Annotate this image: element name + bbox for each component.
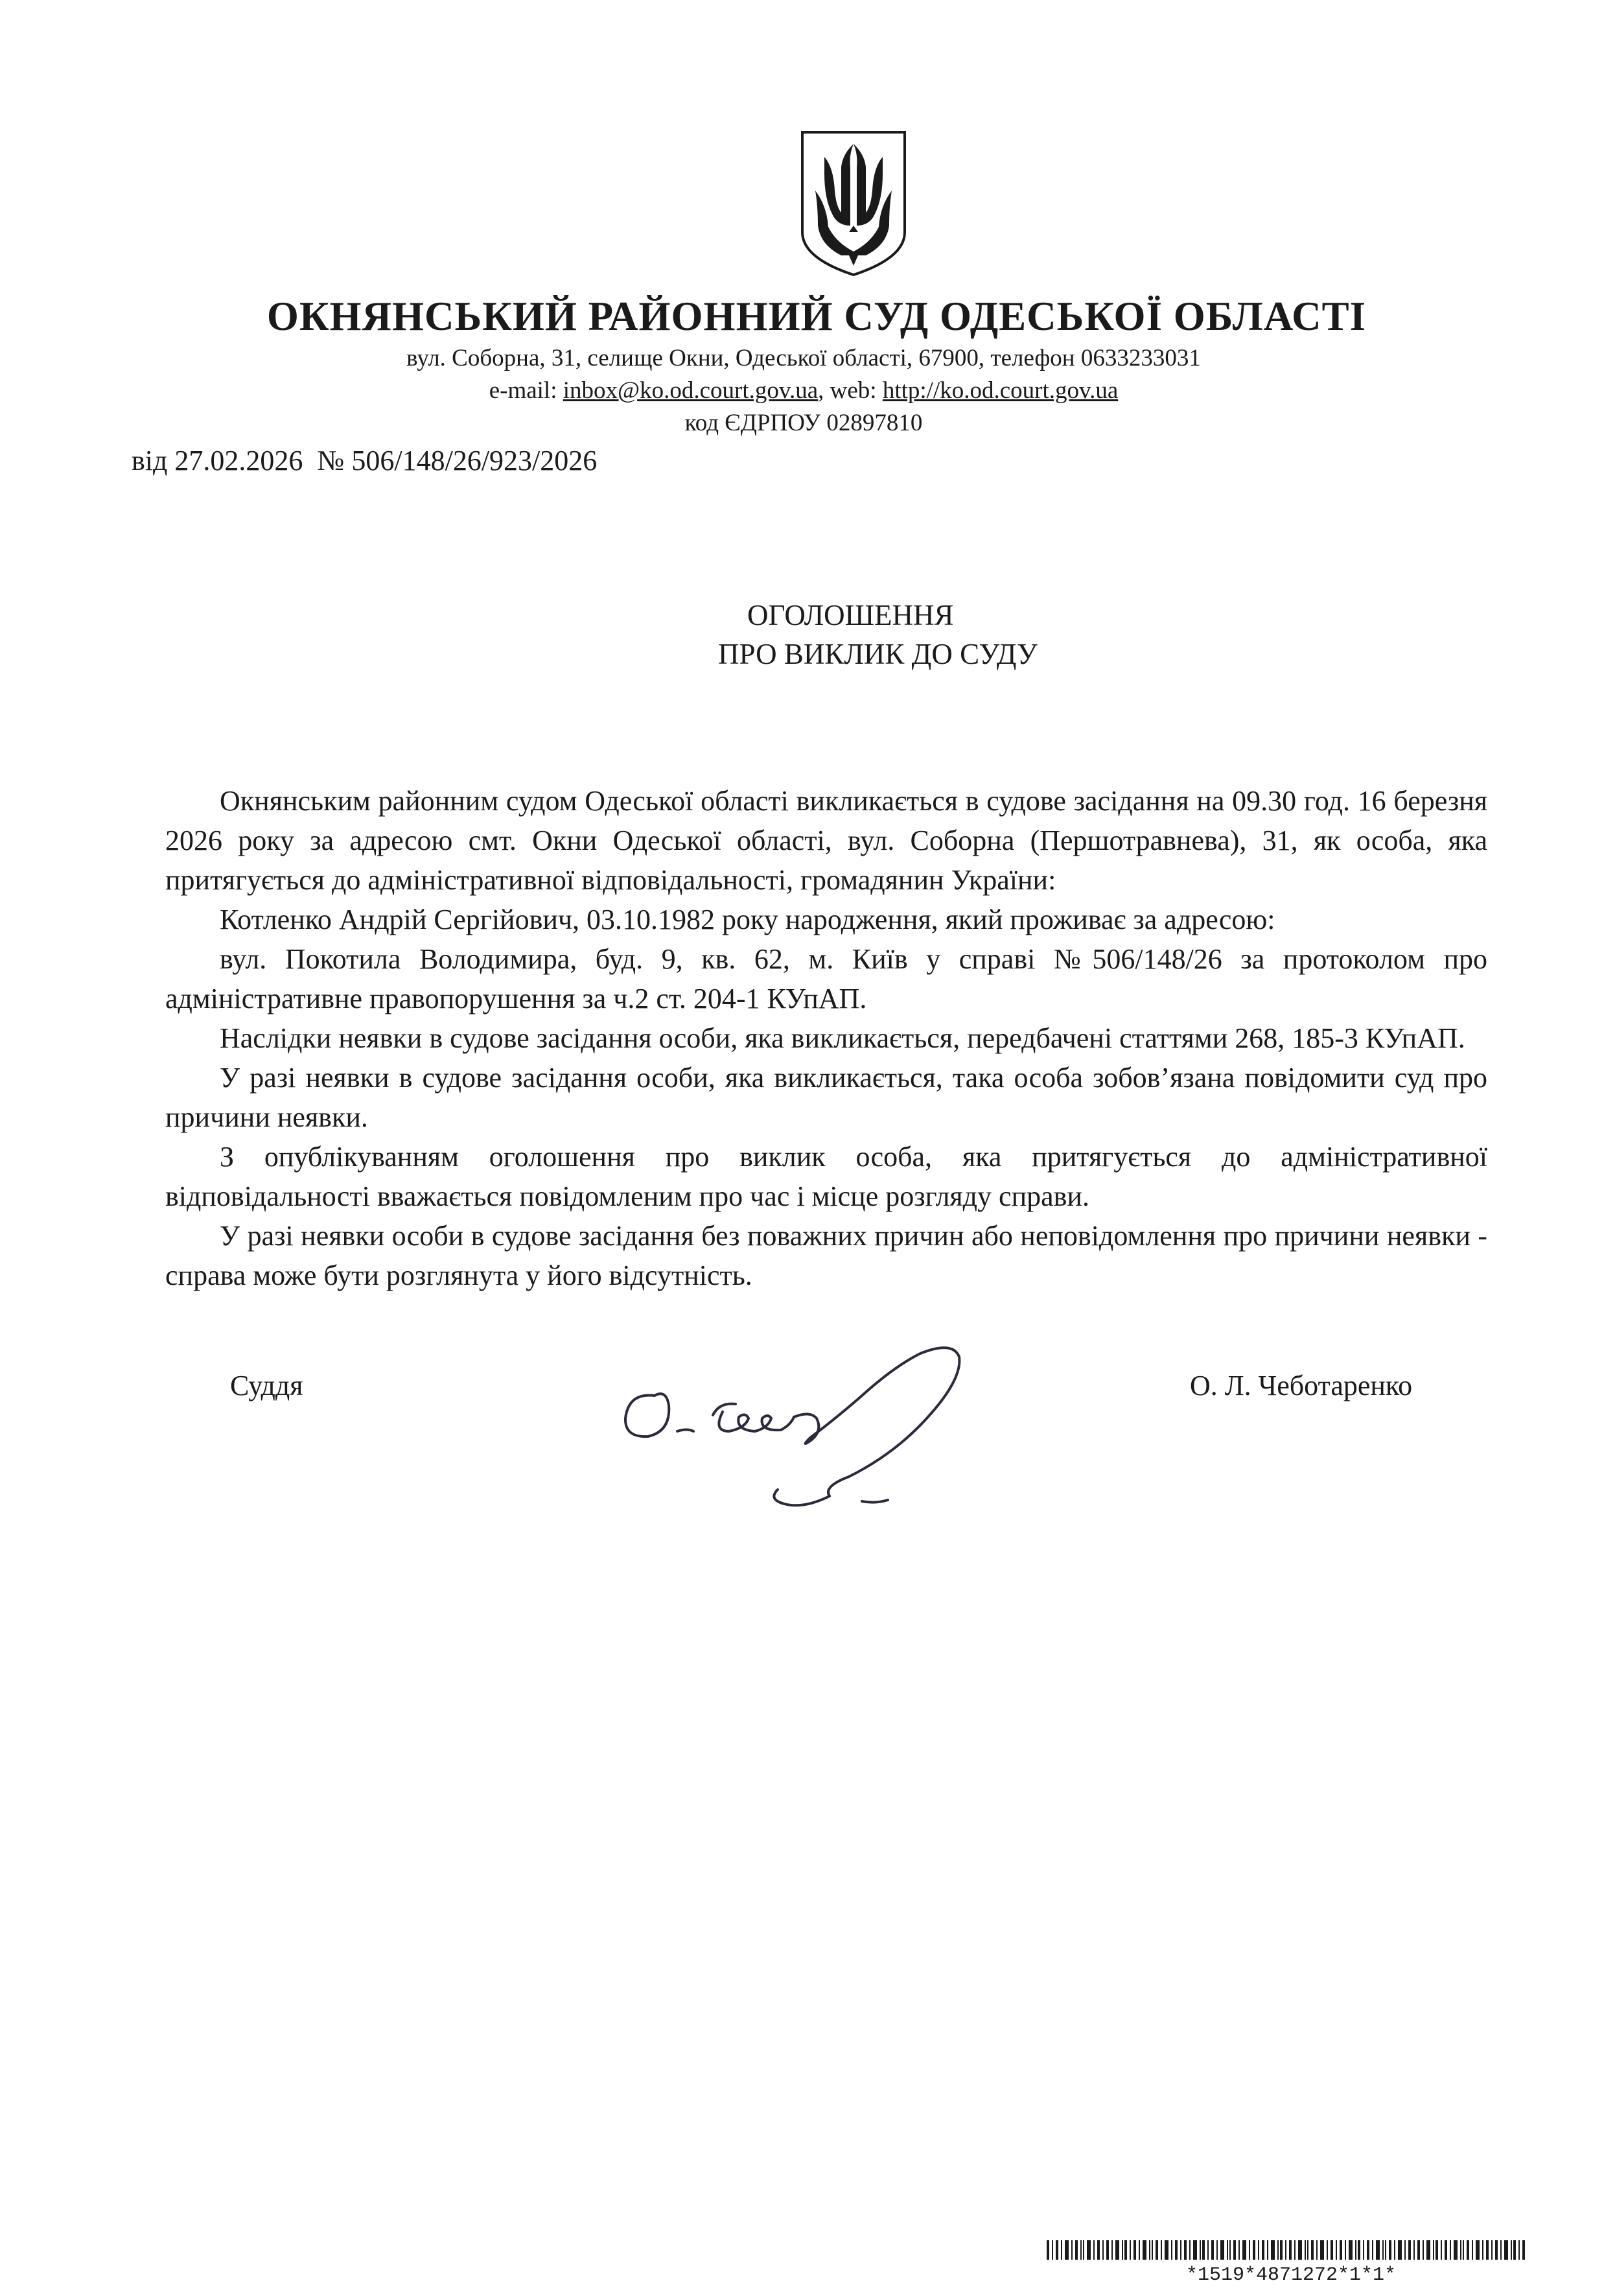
handwritten-signature (616, 1334, 979, 1529)
barcode-icon (1047, 2240, 1526, 2266)
outgoing-reference (132, 443, 597, 479)
web-link[interactable]: http://ko.od.court.gov.ua (882, 377, 1119, 404)
judge-name: О. Л. Чеботаренко (1190, 1370, 1413, 1401)
paragraph: У разі неявки особи в судове засідання без поважних причин або неповідомлення про причини неявки - справа може бути розглянута у його відсутність. (165, 1220, 1487, 1291)
coat-of-arms-icon (798, 128, 909, 277)
court-address: вул. Соборна, 31, селище Окни, Одеської області, 67900, телефон 0633233031 (406, 345, 1201, 371)
document-title: ОГОЛОШЕННЯ (747, 599, 954, 631)
paragraph: вул. Покотила Володимира, буд. 9, кв. 62, м. Київ у справі №506/148/26 за протоколом про адміністративне правопорушення за ч.2 ст. 204-1 КУпАП. (165, 943, 1487, 1014)
judge-role: Суддя (230, 1370, 303, 1401)
paragraph: Окнянським районним судом Одеської області викликається в судове засідання на 09.30 год. 16 березня 2026 року за адресою смт. Окни Одеської області, вул. Соборна (Першотравнева), 31, як особа, яка притягується до адміністративної відповідальності, громадянин України: (165, 785, 1487, 896)
web-prefix: , web: (818, 377, 883, 404)
paragraph: У разі неявки в судове засідання особи, яка викликається, така особа зобов’язана повідомити суд про причини неявки. (165, 1062, 1487, 1133)
email-link[interactable]: inbox@ko.od.court.gov.ua (563, 377, 819, 404)
court-edrpou: код ЄДРПОУ 02897810 (684, 410, 923, 436)
paragraph: Наслідки неявки в судове засідання особи, яка викликається, передбачені статтями 268, 185-3 КУпАП. (220, 1022, 1465, 1054)
court-name: ОКНЯНСЬКИЙ РАЙОННИЙ СУД ОДЕСЬКОЇ ОБЛАСТІ (266, 294, 1367, 339)
notice-body (165, 781, 1487, 1295)
paragraph: Котленко Андрій Сергійович, 03.10.1982 року народження, який проживає за адресою: (220, 904, 1275, 935)
outgoing-date: від 27.02.2026 (132, 445, 303, 476)
court-contacts (130, 375, 1478, 407)
court-header (130, 290, 1478, 439)
barcode-number: *1519*4871272*1*1* (1186, 2264, 1397, 2286)
paragraph: З опублікуванням оголошення про виклик особа, яка притягується до адміністративної відповідальності вважається повідомленим про час і місце розгляду справи. (165, 1141, 1487, 1212)
email-prefix: e-mail: (489, 377, 563, 404)
document-subtitle: ПРО ВИКЛИК ДО СУДУ (718, 638, 1038, 670)
outgoing-number: № 506/148/26/923/2026 (317, 445, 598, 476)
